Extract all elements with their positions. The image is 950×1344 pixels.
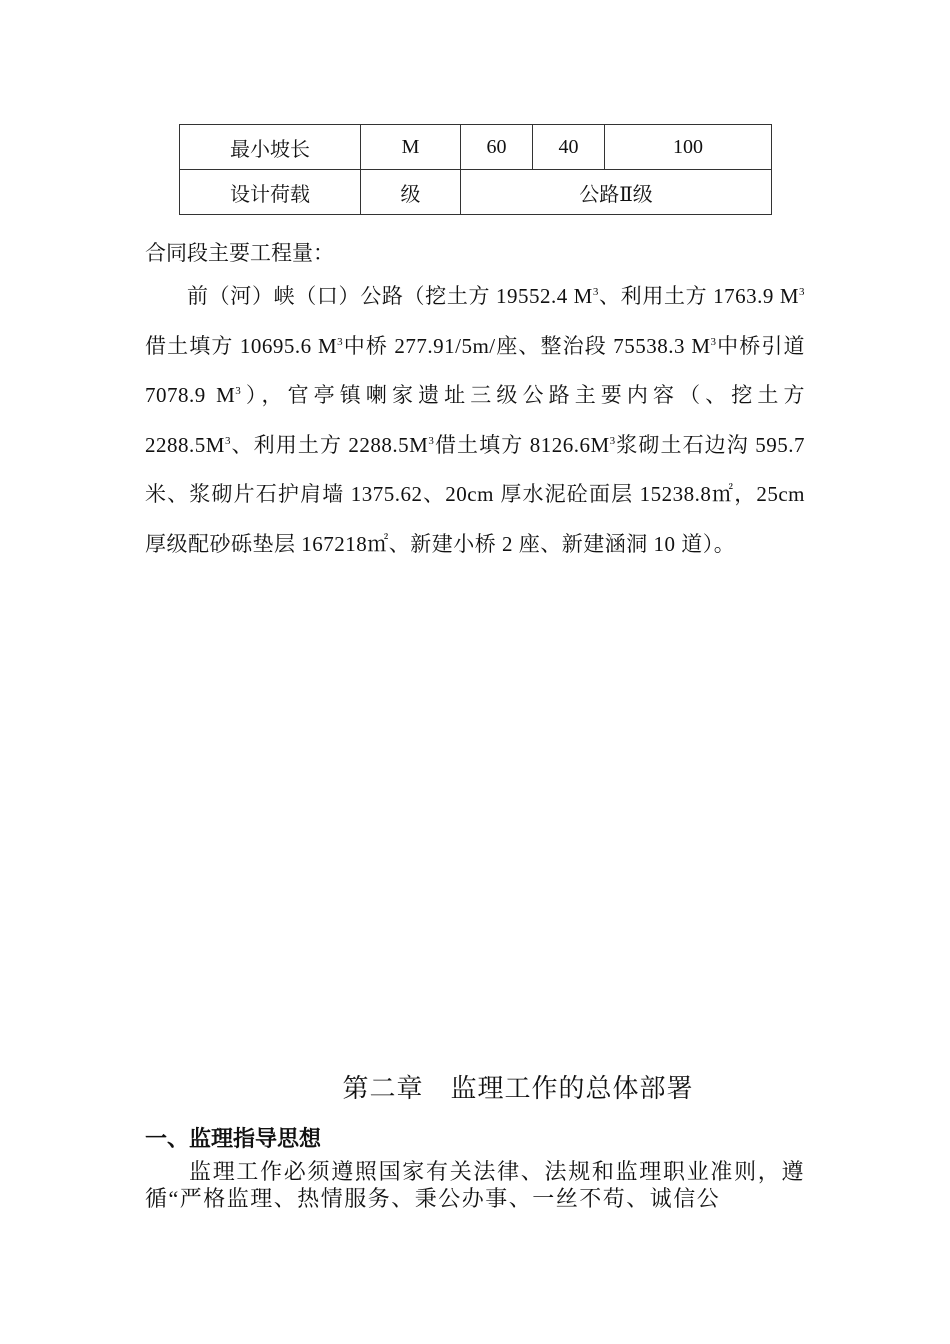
para-text: 中桥 277.91/5m/座、整治段 75538.3 M — [343, 333, 711, 358]
para-text: 借土填方 10695.6 M — [145, 333, 338, 358]
superscript: 3 — [337, 335, 344, 348]
para-text: 中桥引道 7078.9 M — [145, 333, 805, 407]
table-row — [180, 170, 772, 215]
row-unit: M — [361, 125, 461, 170]
row-name: 最小坡长 — [180, 125, 361, 170]
para-text: 、利用土方 1763.9 M — [598, 284, 799, 308]
superscript: 3 — [799, 286, 805, 298]
superscript: 3 — [224, 434, 231, 447]
superscript: 3 — [592, 286, 599, 298]
superscript: 3 — [428, 434, 435, 447]
row-value: 40 — [533, 125, 605, 170]
row-value: 100 — [605, 125, 772, 170]
table-row — [180, 125, 772, 170]
superscript: 3 — [609, 434, 616, 447]
para-text: 浆砌土石边沟 595.7 米、浆砌片石护肩墙 1375.62、20cm 厚水泥砼面层 15238.8㎡，25cm 厚级配砂砾垫层 — [145, 432, 805, 556]
chapter-title: 第二章 监理工作的总体部署 — [342, 1074, 694, 1104]
para-text: 前（河）峡（口）公路（挖土方 19552.4 M — [187, 284, 593, 308]
para-text: 借土填方 8126.6M — [434, 432, 610, 457]
superscript: 3 — [235, 385, 242, 397]
para-text: 167218㎡、新建小桥 2 座、新建涵洞 10 道）。 — [301, 531, 736, 556]
spec-table — [179, 124, 772, 215]
section-title: 一、监理指导思想 — [145, 1127, 322, 1152]
row-name: 设计荷载 — [180, 170, 361, 215]
row-unit: 级 — [361, 170, 461, 215]
para-text: ），官亭镇喇家遗址三级公路主要内容（、挖土方 2288.5M — [145, 383, 805, 457]
superscript: 3 — [710, 335, 717, 348]
para-text: 、利用土方 2288.5M — [230, 432, 429, 457]
row-value: 60 — [461, 125, 533, 170]
guiding-principle-paragraph: 监理工作必须遵照国家有关法律、法规和监理职业准则，遵循“严格监理、热情服务、秉公办事、一丝不苟、诚信公 — [145, 1159, 805, 1211]
quantities-label: 合同段主要工程量： — [145, 241, 334, 265]
row-merged-value: 公路Ⅱ级 — [461, 170, 772, 215]
quantities-paragraph — [145, 272, 805, 569]
